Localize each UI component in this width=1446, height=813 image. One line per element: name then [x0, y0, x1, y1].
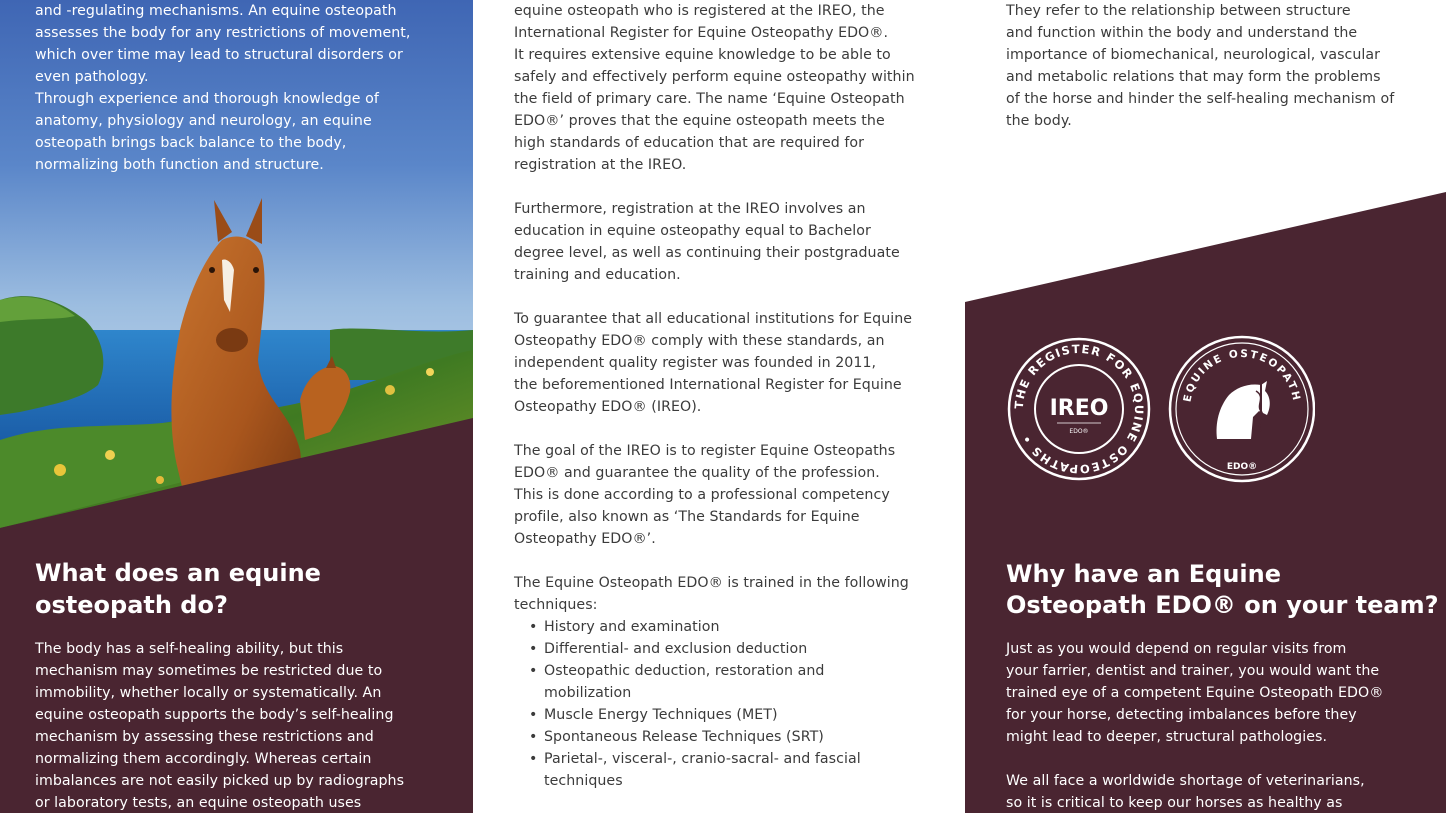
list-item [514, 616, 915, 638]
section-heading-what-does [35, 557, 321, 621]
text-line: of the horse and hinder the self-healing mechanism of [1006, 91, 1395, 107]
text-line: immobility, whether locally or systematically. An [35, 685, 382, 701]
text-line: Osteopathy EDO® comply with these standards, an [514, 333, 885, 349]
bullet: • [529, 663, 538, 679]
text-line: Parietal-, visceral-, cranio-sacral- and fascial [544, 751, 861, 767]
text-line: The body has a self-healing ability, but this [35, 641, 344, 657]
text-line: mechanism by assessing these restrictions and [35, 729, 374, 745]
text-line: techniques [544, 773, 623, 789]
paragraph [514, 0, 915, 176]
techniques-list [514, 616, 915, 792]
text-line: the body. [1006, 113, 1072, 129]
text-line: importance of biomechanical, neurological, vascular [1006, 47, 1381, 63]
left-intro-text [35, 0, 410, 176]
text-line: Just as you would depend on regular visits from [1006, 641, 1347, 657]
text-line: To guarantee that all educational institutions for Equine [514, 311, 913, 327]
text-line: the beforementioned International Register for Equine [514, 377, 902, 393]
text-line: This is done according to a professional competency [514, 487, 890, 503]
text-line: Osteopathic deduction, restoration and [544, 663, 825, 679]
text-line: Osteopathy EDO®’. [514, 531, 656, 547]
text-line: the field of primary care. The name ‘Equine Osteopath [514, 91, 905, 107]
text-line: degree level, as well as continuing their postgraduate [514, 245, 900, 261]
text-line: and function within the body and understand the [1006, 25, 1358, 41]
middle-body-text [514, 0, 915, 792]
text-line: might lead to deeper, structural pathologies. [1006, 729, 1328, 745]
text-line: Through experience and thorough knowledge of [35, 91, 379, 107]
text-line: which over time may lead to structural disorders or [35, 47, 403, 63]
paragraph [514, 198, 915, 286]
text-line: so it is critical to keep our horses as healthy as [1006, 795, 1343, 811]
text-line: The Equine Osteopath EDO® is trained in the following [514, 575, 909, 591]
list-item [514, 660, 915, 704]
list-item [514, 748, 915, 792]
badge-sub-text: EDO® [1226, 462, 1258, 472]
text-line: and metabolic relations that may form the problems [1006, 69, 1381, 85]
text-line: or laboratory tests, an equine osteopath uses [35, 795, 362, 811]
text-line: equine osteopath supports the body’s self-healing [35, 707, 394, 723]
text-line: Muscle Energy Techniques (MET) [544, 707, 778, 723]
text-line: your farrier, dentist and trainer, you would want the [1006, 663, 1380, 679]
badge-ring-text: THE REGISTER FOR EQUINE OSTEOPATHS • [1011, 341, 1147, 477]
text-line: osteopath brings back balance to the body, [35, 135, 347, 151]
text-line: mobilization [544, 685, 632, 701]
heading-line: Why have an Equine [1006, 560, 1282, 588]
text-line: normalizing both function and structure. [35, 157, 324, 173]
text-line: and -regulating mechanisms. An equine osteopath [35, 3, 397, 19]
paragraph [514, 440, 915, 550]
left-column [0, 0, 473, 813]
text-line: trained eye of a competent Equine Osteopath EDO® [1006, 685, 1384, 701]
text-line: Osteopathy EDO® (IREO). [514, 399, 702, 415]
bullet: • [529, 751, 538, 767]
equine-osteopath-badge [1170, 337, 1314, 481]
text-line: independent quality register was founded in 2011, [514, 355, 877, 371]
right-intro-text [1006, 0, 1394, 132]
bullet: • [529, 641, 538, 657]
badge-sub-text: EDO® [1069, 428, 1089, 435]
text-line: mechanism may sometimes be restricted due to [35, 663, 383, 679]
heading-line: osteopath do? [35, 591, 228, 619]
left-body-text [35, 638, 404, 813]
section-heading-why-have [1006, 559, 1439, 621]
middle-column [473, 0, 965, 813]
right-body-text [1006, 638, 1383, 813]
bullet: • [529, 707, 538, 723]
text-line: EDO® and guarantee the quality of the profession. [514, 465, 880, 481]
text-line: Spontaneous Release Techniques (SRT) [544, 729, 824, 745]
text-line: International Register for Equine Osteopathy EDO®. [514, 25, 889, 41]
text-line: They refer to the relationship between structure [1006, 3, 1351, 19]
bullet: • [529, 729, 538, 745]
paragraph [1006, 770, 1383, 813]
list-item [514, 704, 915, 726]
text-line: anatomy, physiology and neurology, an equine [35, 113, 372, 129]
text-line: It requires extensive equine knowledge to be able to [514, 47, 891, 63]
list-item [514, 726, 915, 748]
heading-line: What does an equine [35, 559, 321, 587]
text-line: high standards of education that are required for [514, 135, 865, 151]
text-line: even pathology. [35, 69, 149, 85]
badge-ring-text: EQUINE OSTEOPATH [1181, 347, 1303, 404]
text-line: We all face a worldwide shortage of veterinarians, [1006, 773, 1365, 789]
text-line: EDO®’ proves that the equine osteopath meets the [514, 113, 885, 129]
text-line: safely and effectively perform equine osteopathy within [514, 69, 915, 85]
text-line: training and education. [514, 267, 681, 283]
paragraph [1006, 638, 1383, 748]
paragraph [514, 572, 915, 616]
text-line: Furthermore, registration at the IREO involves an [514, 201, 866, 217]
text-line: assesses the body for any restrictions of movement, [35, 25, 411, 41]
text-line: for your horse, detecting imbalances before they [1006, 707, 1357, 723]
text-line: The goal of the IREO is to register Equine Osteopaths [514, 443, 896, 459]
text-line: imbalances are not easily picked up by radiographs [35, 773, 405, 789]
heading-line: Osteopath EDO® on your team? [1006, 591, 1439, 619]
text-line: equine osteopath who is registered at the IREO, the [514, 3, 885, 19]
text-line: History and examination [544, 619, 720, 635]
text-line: registration at the IREO. [514, 157, 687, 173]
bullet: • [529, 619, 538, 635]
badge-center-text: IREO [1049, 396, 1109, 421]
right-column [965, 0, 1446, 813]
text-line: techniques: [514, 597, 598, 613]
list-item [514, 638, 915, 660]
text-line: Differential- and exclusion deduction [544, 641, 808, 657]
certification-badges [1005, 335, 1315, 483]
ireo-badge [1009, 339, 1149, 479]
text-line: normalizing them accordingly. Whereas certain [35, 751, 372, 767]
text-line: profile, also known as ‘The Standards for Equine [514, 509, 860, 525]
paragraph [514, 308, 915, 418]
text-line: education in equine osteopathy equal to Bachelor [514, 223, 871, 239]
